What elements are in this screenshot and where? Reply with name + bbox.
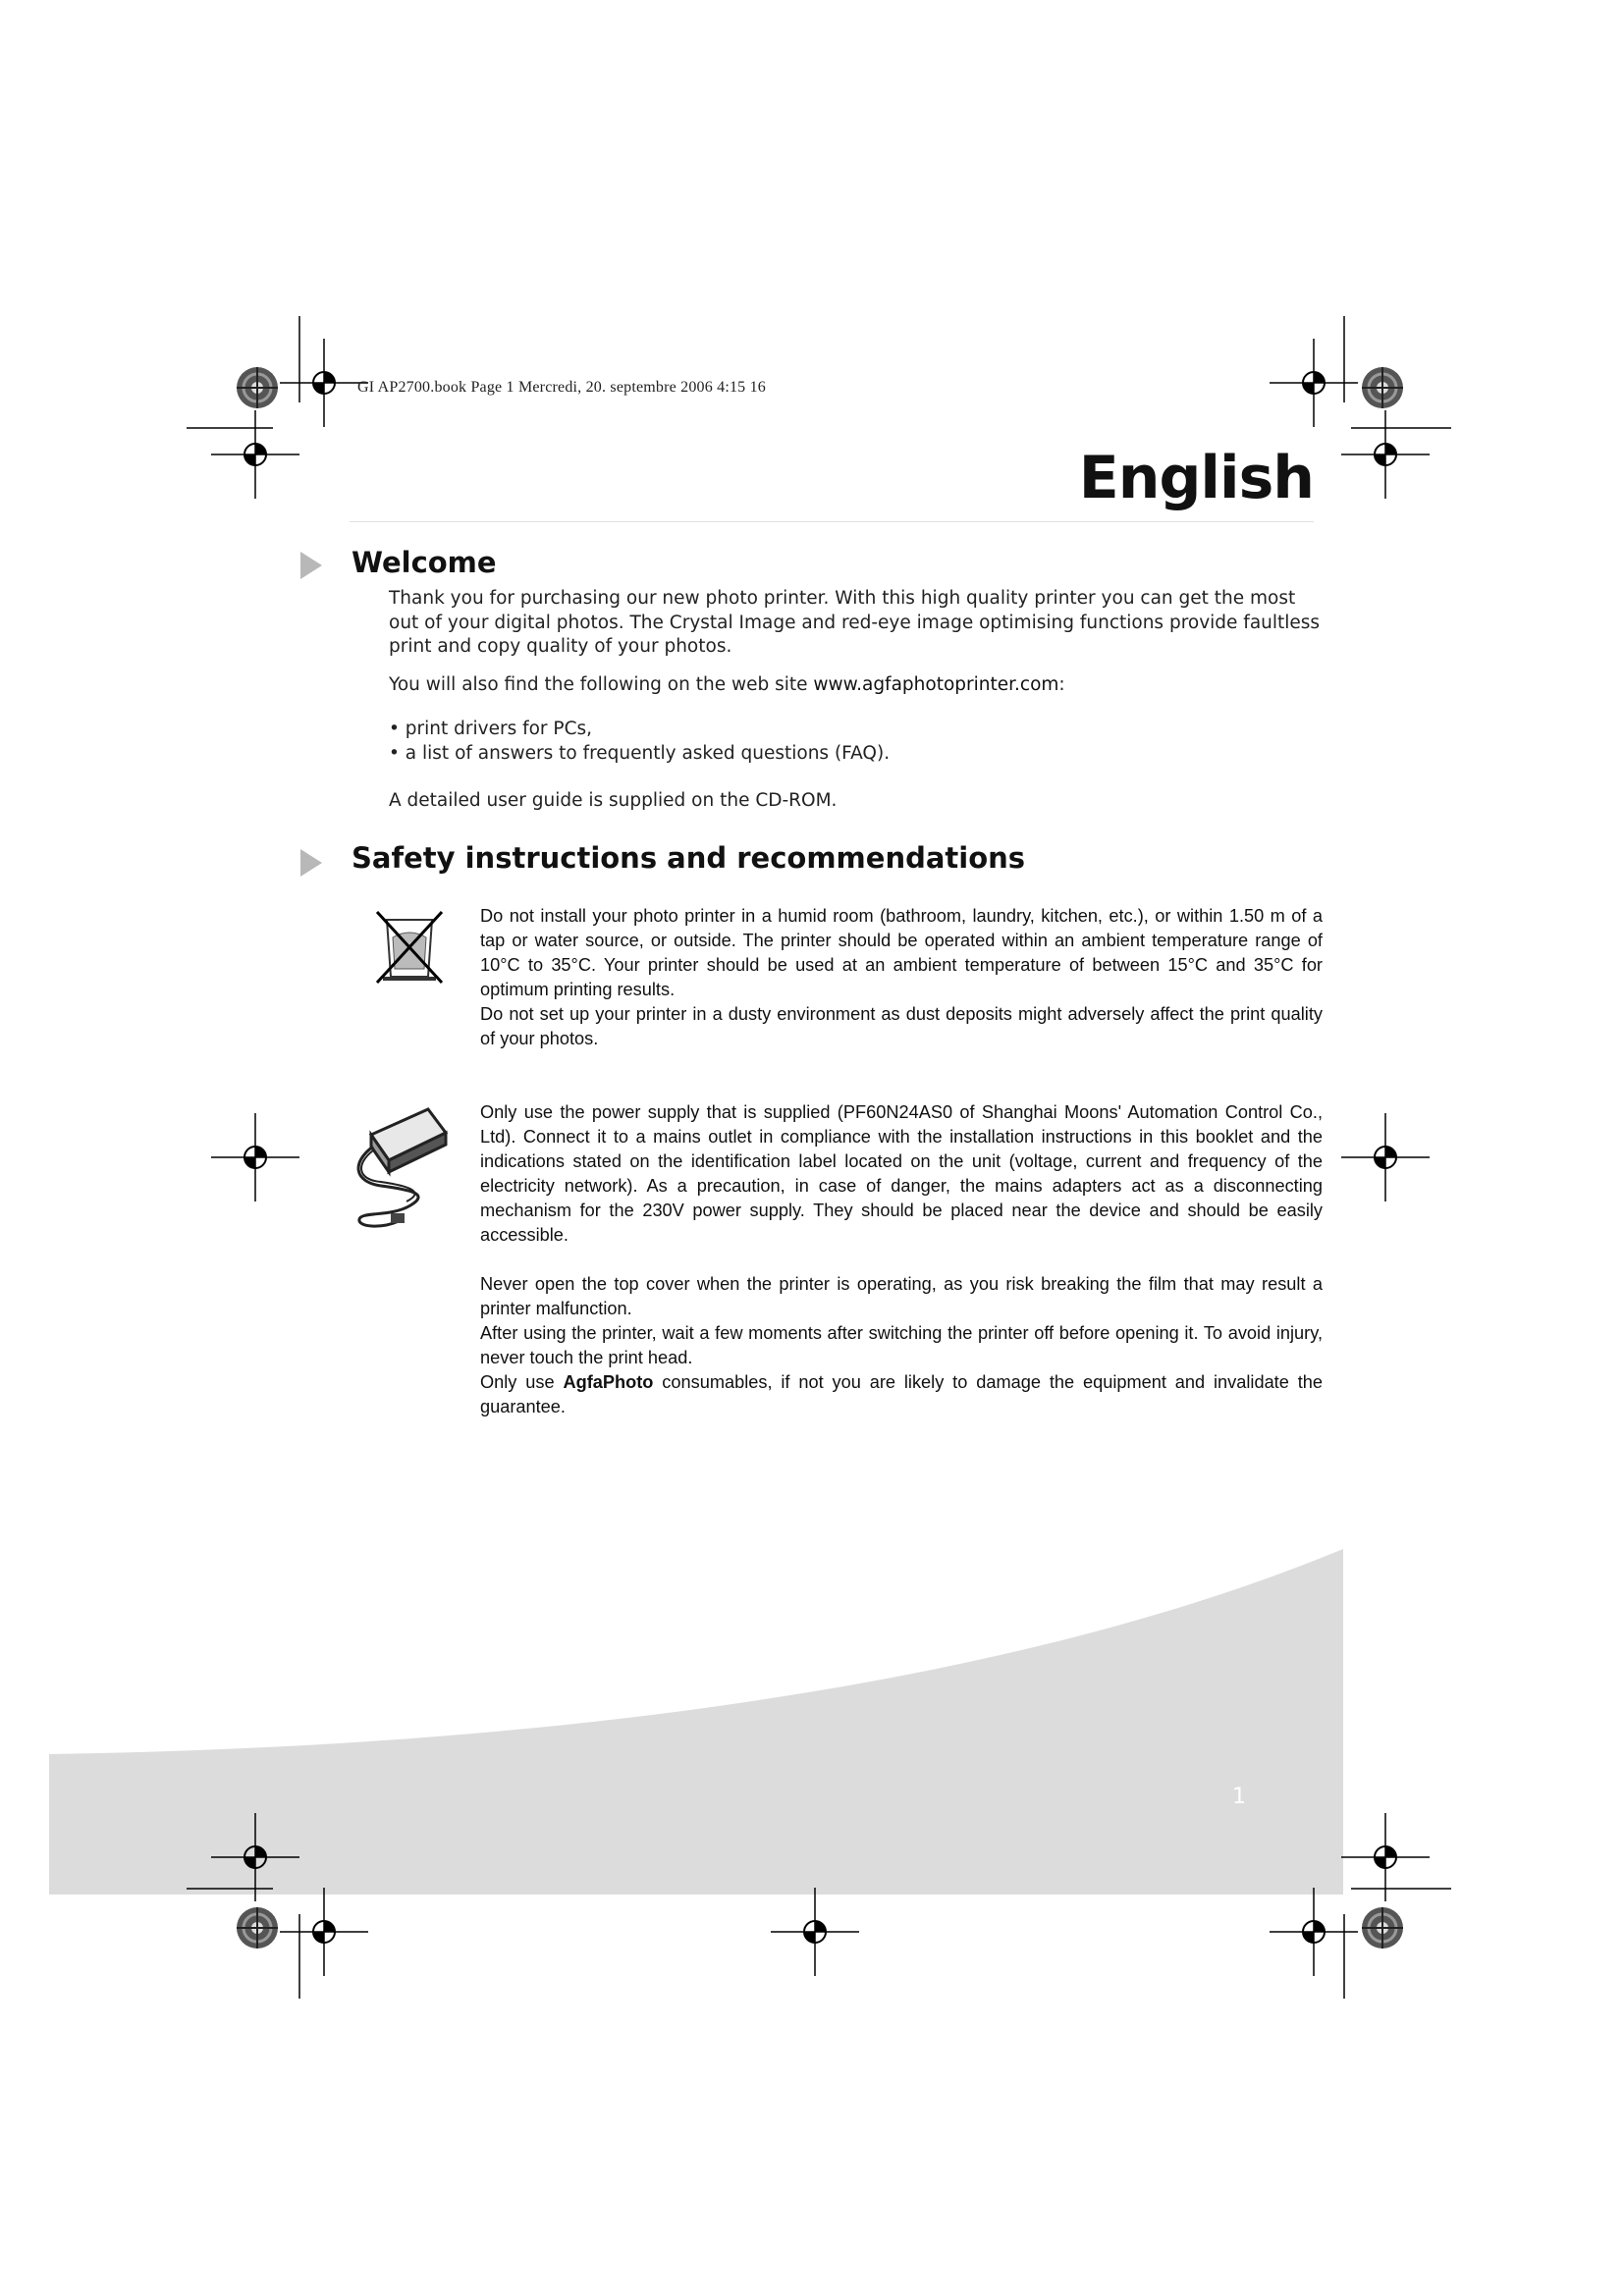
color-target-icon <box>237 367 278 408</box>
page-number: 1 <box>1232 1785 1246 1809</box>
website-line-prefix: You will also find the following on the web site <box>389 674 814 695</box>
safety-heading: Safety instructions and recommendations <box>352 841 1026 875</box>
welcome-heading: Welcome <box>352 546 497 579</box>
website-line <box>389 673 1322 698</box>
humidity-paragraph: Do not install your photo printer in a humid room (bathroom, laundry, kitchen, etc.), or within 1.50 m of a tap or water source, or outside. The printer should be operated within an ambient temperature range of 10°C to 35°C. Your printer should be used at an ambient temperature of between 15°C and 35°C for optimum printing results. <box>480 906 1323 999</box>
crosshair-registration-icon <box>211 410 299 499</box>
website-link[interactable]: www.agfaphotoprinter.com <box>813 674 1059 695</box>
welcome-intro: Thank you for purchasing our new photo printer. With this high quality printer you can get the most out of your digital photos. The Crystal Image and red-eye image optimising functions provide faultless print and copy quality of your photos. <box>389 588 1321 657</box>
crosshair-registration-icon <box>1341 1113 1430 1201</box>
print-head-paragraph: After using the printer, wait a few moments after switching the printer off before opening it. To avoid injury, never touch the print head. <box>480 1323 1323 1367</box>
color-target-icon <box>237 1907 278 1949</box>
color-target-icon <box>1362 367 1403 408</box>
list-item: • print drivers for PCs, <box>389 718 1322 742</box>
crosshair-registration-icon <box>771 1888 859 1976</box>
humidity-warning <box>480 904 1323 1051</box>
cover-paragraph: Never open the top cover when the printer is operating, as you risk breaking the film that may result a printer malfunction. <box>480 1274 1323 1318</box>
power-adapter-icon <box>352 1103 450 1231</box>
list-item: • a list of answers to frequently asked questions (FAQ). <box>389 742 1322 767</box>
cdrom-note: A detailed user guide is supplied on the CD-ROM. <box>389 790 838 811</box>
no-water-icon <box>373 908 446 987</box>
crosshair-registration-icon <box>211 1113 299 1201</box>
website-line-suffix: : <box>1058 674 1065 695</box>
power-paragraph: Only use the power supply that is supplied (PF60N24AS0 of Shanghai Moons' Automation Control Co., Ltd). Connect it to a mains outlet in compliance with the installation instructions in this booklet and the indications stated on the identification label located on the unit (voltage, current and frequency of the electricity network). As a precaution, in case of danger, the mains adapters act as a disconnecting mechanism for the 230V power supply. They should be placed near the device and should be easily accessible. <box>480 1102 1323 1245</box>
crosshair-registration-icon <box>1341 410 1430 499</box>
triangle-right-icon <box>300 849 322 877</box>
color-target-icon <box>1362 1907 1403 1949</box>
consumables-prefix: Only use <box>480 1372 564 1392</box>
consumables-suffix: consumables, if not you are likely to damage the equipment and invalidate the guarantee. <box>480 1372 1324 1416</box>
triangle-right-icon <box>300 552 322 579</box>
consumables-paragraph <box>480 1370 1323 1419</box>
crosshair-registration-icon <box>280 339 368 427</box>
title-divider <box>350 521 1314 522</box>
brand-name: AgfaPhoto <box>563 1372 654 1392</box>
operation-warnings <box>480 1272 1323 1419</box>
power-supply-warning <box>480 1100 1323 1248</box>
crosshair-registration-icon <box>280 1888 368 1976</box>
language-title: English <box>1078 444 1314 512</box>
web-resources-list <box>389 718 1322 766</box>
dust-paragraph: Do not set up your printer in a dusty environment as dust deposits might adversely affect the print quality of your photos. <box>480 1004 1323 1048</box>
book-header-line: GI AP2700.book Page 1 Mercredi, 20. septembre 2006 4:15 16 <box>357 379 766 396</box>
